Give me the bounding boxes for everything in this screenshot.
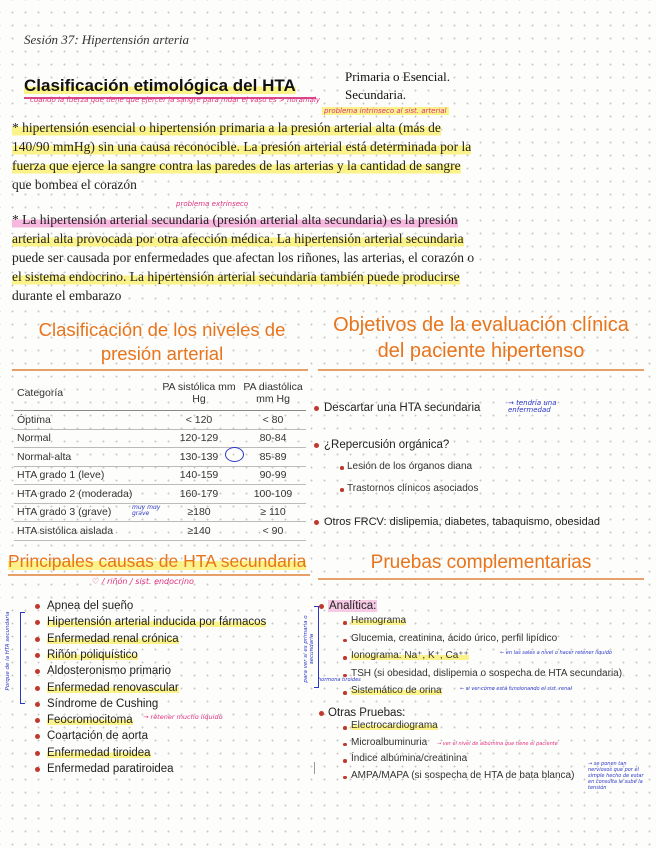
objectives-title-line: Objetivos de la evaluación clínica <box>333 314 629 336</box>
cause-item <box>47 680 179 696</box>
bullet <box>314 520 319 525</box>
bp-category-cell: Normal-alta <box>14 448 158 467</box>
objective-2: ¿Repercusión orgánica? <box>324 439 450 451</box>
bullet <box>35 669 40 674</box>
bp-diastolic-cell: 90-99 <box>240 466 306 485</box>
orina-note: ← si ver cómo está funcionando el sist. renal <box>460 686 572 692</box>
other-test-item <box>351 720 438 731</box>
causes-rule <box>8 574 310 576</box>
causes-side-note: Porque de la HTA secundaria <box>5 611 11 691</box>
bullet <box>35 620 40 625</box>
circle-mark <box>225 447 244 462</box>
tsh-note: hormona tiroides <box>318 677 361 683</box>
bullet <box>35 653 40 658</box>
bp-row <box>14 466 306 485</box>
sub-bullet <box>340 488 344 492</box>
levels-rule <box>12 369 308 371</box>
col-systolic: PA sistólica mm Hg <box>158 376 240 411</box>
other-test-item <box>351 770 574 781</box>
cause-item <box>47 631 179 647</box>
tests-title: Pruebas complementarias <box>370 552 592 573</box>
cause-item <box>47 614 266 630</box>
para1-line: 140/90 mmHg) sin una causa reconocible. La presión arterial está determinada por la <box>12 139 472 154</box>
tests-side-note: para ver si es primaria o secundaria <box>303 615 315 683</box>
bp-header-row <box>14 376 306 411</box>
bp-diastolic-cell: ≥ 110 <box>240 503 306 522</box>
sub-bullet <box>343 656 347 660</box>
analytics-item <box>351 615 406 626</box>
cause-item-text: Coartación de aorta <box>47 730 149 743</box>
bp-category-cell: Normal <box>14 429 158 448</box>
sub-bullet <box>340 466 344 470</box>
bp-category-cell: HTA grado 3 (grave) <box>14 503 158 522</box>
para2-line: arterial alta provocada por otra afección médica. La hipertensión arterial secundaria <box>12 231 464 246</box>
objective-1-note: → tendría una enfermedad <box>508 399 557 414</box>
sub-bullet <box>343 726 347 730</box>
causes-title: Principales causas de HTA secundaria <box>8 551 307 571</box>
analytics-item-text: Sistemático de orina <box>351 685 442 696</box>
objective-1: Descartar una HTA secundaria <box>324 402 481 414</box>
analytics-item <box>351 668 622 679</box>
other-test-text: AMPA/MAPA (si sospecha de HTA de bata blanca) <box>351 769 575 781</box>
bp-systolic-cell: 130-139 <box>158 448 240 467</box>
bp-row <box>14 485 306 504</box>
micro-note: → ver el nivel de albúmina que tiene el paciente <box>437 741 558 747</box>
bullet <box>35 734 40 739</box>
tests-rule <box>318 578 644 580</box>
objective-2-sub: Trastornos clínicos asociados <box>347 483 479 494</box>
other-test-text: Microalbuminuria <box>351 736 428 748</box>
bp-diastolic-cell: 100-109 <box>240 485 306 504</box>
primary-paragraph <box>12 118 642 194</box>
feo-note: → retener mucho líquido <box>143 713 223 721</box>
type-secondary: Secundaria. <box>345 87 407 102</box>
causes-subtitle-note: ♡ / riñón / sist. endocrino <box>92 577 194 586</box>
bullet <box>35 751 40 756</box>
analytics-item <box>351 685 442 696</box>
cause-item-text: Enfermedad paratiroidea <box>47 763 174 775</box>
bp-diastolic-cell: 85-89 <box>240 448 306 467</box>
bp-row <box>14 448 306 467</box>
extrinsic-note: problema extrinseco <box>176 200 249 208</box>
bullet <box>319 711 324 716</box>
bp-body <box>14 411 306 541</box>
levels-title <box>12 318 312 366</box>
cause-item <box>47 761 174 777</box>
para2-line: el sistema endocrino. La hipertensión arterial secundaria también puede producirse <box>12 269 460 284</box>
bullet <box>35 604 40 609</box>
analytics-item-text: Glucemia, creatinina, ácido úrico, perfil lipídico <box>351 632 558 644</box>
cause-item <box>47 745 151 761</box>
cause-item-text: Apnea del sueño <box>47 600 134 612</box>
bp-systolic-cell: < 120 <box>158 411 240 430</box>
bp-systolic-cell: 120-129 <box>158 429 240 448</box>
cause-item-text: Hipertensión arterial inducida por fármacos <box>47 616 267 629</box>
bp-diastolic-cell: < 80 <box>240 411 306 430</box>
analytics-item <box>351 633 557 644</box>
analytics-label: Analítica: <box>329 600 377 612</box>
session-header: Sesión 37: Hipertensión arteria <box>24 32 190 47</box>
analytics-item <box>351 650 469 661</box>
bullet <box>319 604 324 609</box>
analytics-item-text: Ionograma: Na⁺, K⁺, Ca⁺⁺ <box>351 650 469 661</box>
cause-item <box>47 663 171 679</box>
analytics-item-text: TSH (si obesidad, dislipemia o sospecha de HTA secundaria) <box>351 667 623 679</box>
bullet <box>35 686 40 691</box>
bp-row <box>14 411 306 430</box>
para2-line: * La hipertensión arterial secundaria (presión arterial alta secundaria) es la presión <box>12 212 458 227</box>
bullet <box>314 443 319 448</box>
bp-row <box>14 522 306 541</box>
bp-category-cell: Óptima <box>14 411 158 430</box>
other-test-item <box>351 753 467 764</box>
cause-item-text: Enfermedad renal crónica <box>47 632 179 645</box>
cause-item <box>47 728 148 744</box>
objectives-rule <box>318 369 644 371</box>
etymology-title: Clasificación etimológica del HTA <box>24 76 296 95</box>
cause-item <box>47 696 158 712</box>
para2-line: durante el embarazo <box>12 288 122 303</box>
bp-diastolic-cell: < 90 <box>240 522 306 541</box>
bp-row <box>14 429 306 448</box>
sub-bullet <box>343 691 347 695</box>
sub-bullet <box>343 776 347 780</box>
para1-line: * hipertensión esencial o hipertensión primaria a la presión arterial alta (más de <box>12 120 441 135</box>
bp-systolic-cell: 140-159 <box>158 466 240 485</box>
divider-mark <box>314 762 315 774</box>
analytics-item-text: Hemograma <box>351 615 407 626</box>
bullet <box>35 637 40 642</box>
other-test-text: Índice albúmina/creatinina <box>351 753 468 764</box>
grave-note: muy muy grave <box>132 504 161 517</box>
bullet <box>35 702 40 707</box>
col-diastolic: PA diastólica mm Hg <box>240 376 306 411</box>
cause-item-text: Enfermedad tiroidea <box>47 746 151 759</box>
sub-bullet <box>343 743 347 747</box>
cause-item <box>47 712 133 728</box>
sub-bullet <box>343 639 347 643</box>
bullet <box>35 767 40 772</box>
bp-category-cell: HTA grado 2 (moderada) <box>14 485 158 504</box>
objectives-title <box>318 312 644 364</box>
para1-line: que bombea el corazón <box>12 177 137 192</box>
etymology-note-left: cuando la fuerza que tiene que ejercer la sangre para mdar el vaso es > noramaly <box>30 96 321 104</box>
bp-systolic-cell: ≥140 <box>158 522 240 541</box>
cause-item <box>47 647 138 663</box>
bp-category-cell: HTA sistólica aislada <box>14 522 158 541</box>
type-primary: Primaria o Esencial. <box>345 69 451 84</box>
sub-bullet <box>343 759 347 763</box>
col-category: Categoría <box>14 376 158 411</box>
etymology-types <box>345 68 450 104</box>
objective-3: Otros FRCV: dislipemia, diabetes, tabaquismo, obesidad <box>324 516 600 528</box>
iono-note: ← en las sales a nivel o hacer retener líquido <box>500 650 612 656</box>
bp-systolic-cell: 160-179 <box>158 485 240 504</box>
other-test-item <box>351 737 427 748</box>
etymology-note-right: problema intrinseco al sist. arterial <box>324 107 447 115</box>
other-label: Otras Pruebas: <box>328 707 406 719</box>
bullet <box>35 718 40 723</box>
cause-item-text: Feocromocitoma <box>47 714 133 727</box>
bp-category-cell: HTA grado 1 (leve) <box>14 466 158 485</box>
cause-item-text: Riñón poliquístico <box>47 648 138 661</box>
bullet <box>314 406 319 411</box>
other-test-text: Electrocardiograma <box>351 720 438 731</box>
levels-title-line: presión arterial <box>100 343 224 364</box>
cause-item-text: Aldosteronismo primario <box>47 665 171 678</box>
secondary-paragraph <box>12 210 642 305</box>
levels-title-line: Clasificación de los niveles de <box>38 319 286 340</box>
objectives-title-line: del paciente hipertenso <box>377 340 585 362</box>
cause-item-text: Síndrome de Cushing <box>47 697 159 710</box>
causes-bracket <box>20 612 25 704</box>
objective-2-sub: Lesión de los órganos diana <box>347 461 473 472</box>
ampa-note: → se ponen tan nerviosos que por el simple hecho de estar en consulta le sube la tensión <box>588 761 644 791</box>
cause-item-text: Enfermedad renovascular <box>47 681 179 694</box>
para1-line: fuerza que ejerce la sangre contra las paredes de las arterias y la cantidad de sangre <box>12 158 461 173</box>
cause-item <box>47 598 133 614</box>
para2-line: puede ser causada por enfermedades que afectan los riñones, las arterias, el corazón o <box>12 250 475 265</box>
sub-bullet <box>343 621 347 625</box>
bp-systolic-cell: ≥180 <box>158 503 240 522</box>
bp-diastolic-cell: 80-84 <box>240 429 306 448</box>
